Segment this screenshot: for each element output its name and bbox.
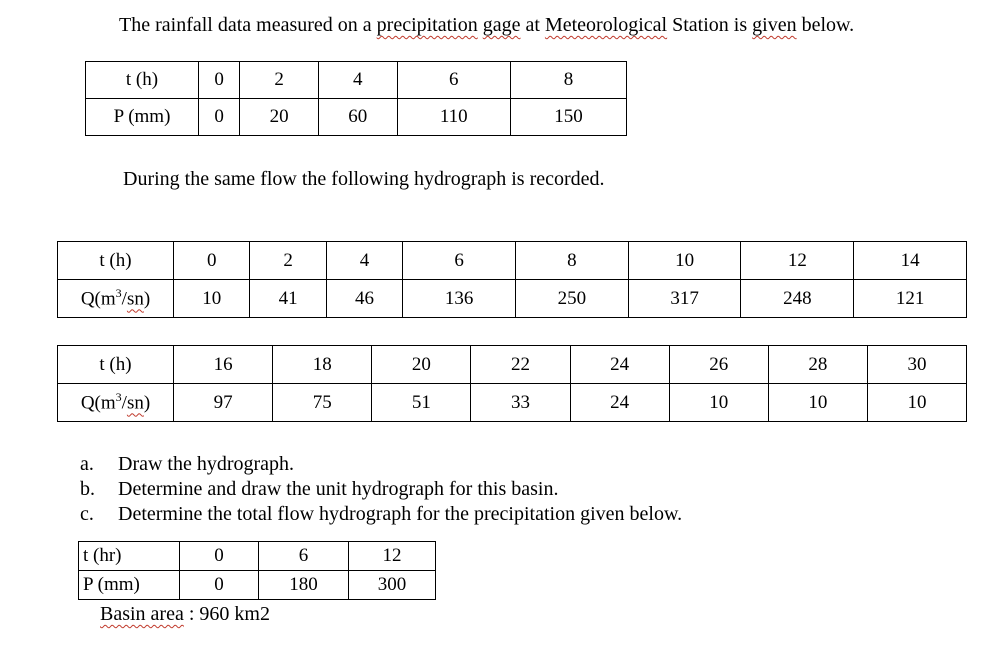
table-cell: 180	[259, 571, 349, 600]
table-cell: 10	[669, 384, 768, 422]
task-item	[80, 452, 682, 477]
table-cell: 22	[471, 346, 570, 384]
task-label: b.	[80, 478, 95, 500]
table-row	[58, 280, 967, 318]
task-label: a.	[80, 453, 94, 475]
table-row	[86, 62, 627, 99]
spellcheck-word: sn	[126, 288, 144, 310]
table-cell: 30	[867, 346, 966, 384]
table-cell: 60	[318, 99, 397, 136]
table-cell: 0	[199, 62, 240, 99]
table-cell: 6	[259, 542, 349, 571]
table-cell: P (mm)	[86, 99, 199, 136]
table-cell: 26	[669, 346, 768, 384]
spellcheck-word: given	[752, 14, 797, 36]
table-cell: 10	[628, 242, 741, 280]
table-cell: 33	[471, 384, 570, 422]
table-row	[79, 571, 436, 600]
table-cell: 4	[318, 62, 397, 99]
table-cell: 2	[250, 242, 326, 280]
table-cell: 51	[372, 384, 471, 422]
table-cell: 250	[516, 280, 629, 318]
table-cell: 6	[403, 242, 516, 280]
table-cell: 2	[240, 62, 319, 99]
hydrograph-table-2	[57, 345, 967, 422]
table-cell: 24	[570, 384, 669, 422]
task-item	[80, 502, 682, 527]
table-cell: 41	[250, 280, 326, 318]
table-cell: 24	[570, 346, 669, 384]
hydrograph-table-1	[57, 241, 967, 318]
spellcheck-word: Meteorological	[544, 14, 668, 36]
table-cell: 12	[349, 542, 436, 571]
table-cell: 136	[403, 280, 516, 318]
table-cell: 20	[240, 99, 319, 136]
task-text: Draw the hydrograph.	[118, 453, 295, 475]
task-text: Determine and draw the unit hydrograph for this basin.	[118, 478, 559, 500]
spellcheck-word: gage	[482, 14, 521, 36]
table-cell: 20	[372, 346, 471, 384]
table-cell: 46	[326, 280, 402, 318]
basin-area-value: 960 km2	[199, 603, 270, 625]
task-list	[80, 452, 682, 527]
table-cell: 14	[854, 242, 967, 280]
table-row	[86, 99, 627, 136]
table-row	[58, 346, 967, 384]
table-cell: 97	[174, 384, 273, 422]
table-cell: t (h)	[58, 242, 174, 280]
task-label: c.	[80, 503, 94, 525]
table-cell: 0	[174, 242, 250, 280]
table-cell: P (mm)	[79, 571, 180, 600]
table-row	[58, 384, 967, 422]
table-cell: 110	[397, 99, 510, 136]
table-cell: 0	[199, 99, 240, 136]
rainfall-table	[85, 61, 627, 136]
table-cell: t (h)	[86, 62, 199, 99]
table-cell: 6	[397, 62, 510, 99]
table-row	[58, 242, 967, 280]
basin-area-label: Basin area	[100, 603, 184, 625]
table-cell: 4	[326, 242, 402, 280]
task-item	[80, 477, 682, 502]
table-cell: 121	[854, 280, 967, 318]
spellcheck-word: precipitation	[376, 14, 478, 36]
basin-area-text: Basin area : 960 km2	[100, 603, 270, 625]
table-cell: 150	[510, 99, 626, 136]
table-cell: 248	[741, 280, 854, 318]
table-cell: 18	[273, 346, 372, 384]
table-cell: 0	[180, 571, 259, 600]
hydrograph-intro-text: During the same flow the following hydrograph is recorded.	[123, 168, 605, 190]
table-cell: 8	[510, 62, 626, 99]
task-text: Determine the total flow hydrograph for the precipitation given below.	[118, 503, 683, 525]
table-cell: 10	[768, 384, 867, 422]
spellcheck-word: sn	[126, 392, 144, 414]
table-cell: 317	[628, 280, 741, 318]
table-cell: 75	[273, 384, 372, 422]
discharge-label: $Q(m^3/sn)$	[58, 384, 174, 422]
table-cell: 300	[349, 571, 436, 600]
table-cell: 16	[174, 346, 273, 384]
table-cell: t (h)	[58, 346, 174, 384]
design-precipitation-table	[78, 541, 436, 600]
table-cell: 12	[741, 242, 854, 280]
intro-text: The rainfall data measured on a precipitation gage at Meteorological Station is given below.	[119, 14, 855, 36]
table-cell: 10	[867, 384, 966, 422]
table-cell: 8	[516, 242, 629, 280]
discharge-label: $Q(m^3/sn)$	[58, 280, 174, 318]
table-cell: t (hr)	[79, 542, 180, 571]
table-row	[79, 542, 436, 571]
table-cell: 28	[768, 346, 867, 384]
table-cell: 10	[174, 280, 250, 318]
table-cell: 0	[180, 542, 259, 571]
